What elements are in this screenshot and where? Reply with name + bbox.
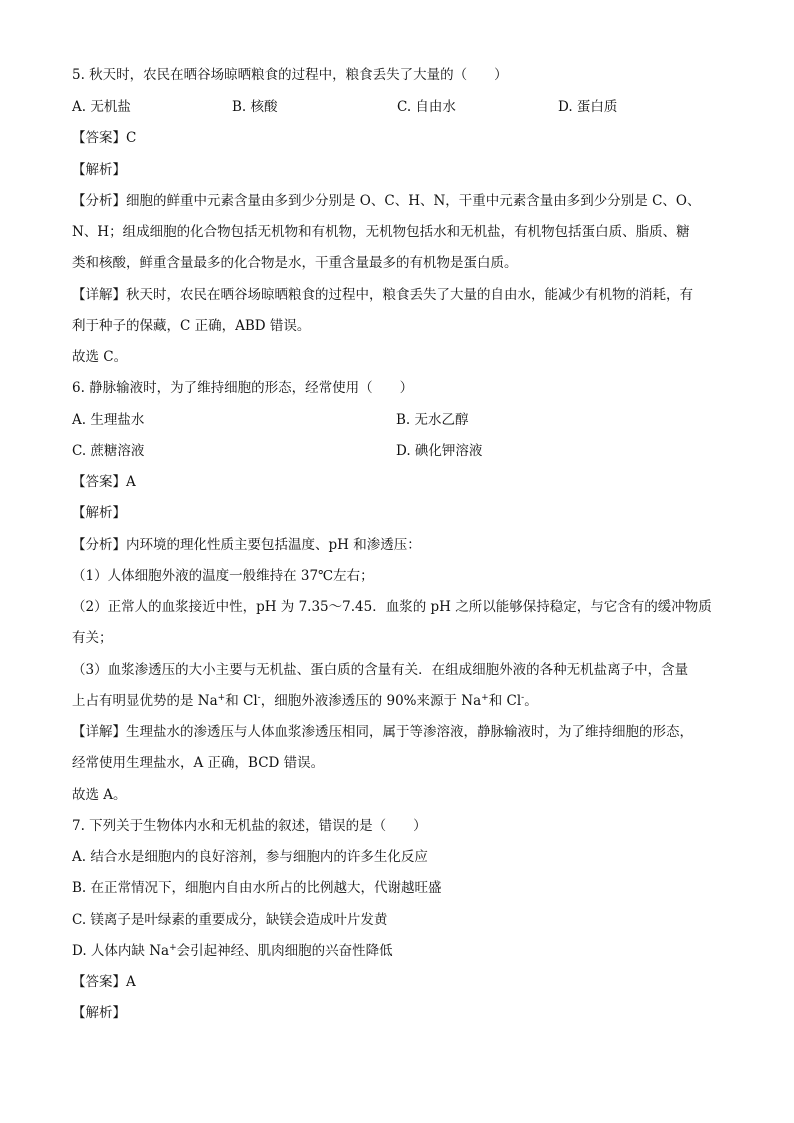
answer-label: 【答案】A [72,474,136,490]
analysis-paragraph: N、H；组成细胞的化合物包括无机物和有机物，无机物包括水和无机盐，有机物包括蛋白质、脂质、糖 [72,224,690,240]
text-run: 上占有明显优势的是 Na [72,693,218,709]
superscript: - [521,693,525,703]
text-run: D. 人体内缺 Na [72,943,170,959]
question-6-stem: 6. 静脉输液时，为了维持细胞的形态，经常使用（ ） [72,380,414,396]
option-a: A. 无机盐 [72,99,131,115]
option-c: C. 蔗糖溶液 [72,443,145,459]
option-d: D. 碘化钾溶液 [396,443,483,459]
superscript: + [217,693,226,703]
analysis-point-3: （3）血浆渗透压的大小主要与无机盐、蛋白质的含量有关．在组成细胞外液的各种无机盐离子中，含量 [72,662,689,678]
question-5-stem: 5. 秋天时，农民在晒谷场晾晒粮食的过程中，粮食丢失了大量的（ ） [72,67,508,83]
superscript: - [257,693,261,703]
option-b: B. 在正常情况下，细胞内自由水所占的比例越大，代谢越旺盛 [72,880,442,896]
text-run: 和 Cl [225,693,258,709]
analysis-heading: 【解析】 [72,162,126,178]
option-a: A. 结合水是细胞内的良好溶剂，参与细胞内的许多生化反应 [72,849,428,865]
analysis-heading: 【解析】 [72,1005,126,1021]
text-run: 。 [524,693,538,709]
option-b: B. 无水乙醇 [396,412,469,428]
conclusion: 故选 C。 [72,349,128,365]
option-d [72,941,722,961]
option-a: A. 生理盐水 [72,412,145,428]
superscript: + [481,693,489,703]
text-run: 会引起神经、肌肉细胞的兴奋性降低 [176,943,393,959]
option-c: C. 镁离子是叶绿素的重要成分，缺镁会造成叶片发黄 [72,912,388,928]
analysis-paragraph: 【分析】内环境的理化性质主要包括温度、pH 和渗透压： [72,537,421,553]
question-6-options-row1 [72,410,722,430]
conclusion: 故选 A。 [72,787,127,803]
detail-paragraph: 利于种子的保藏，C 正确，ABD 错误。 [72,318,311,334]
text-run: ，细胞外液渗透压的 90%来源于 Na [260,693,482,709]
analysis-point-1: （1）人体细胞外液的温度一般维持在 37℃左右； [72,568,374,584]
text-run: 和 Cl [488,693,522,709]
option-c: C. 自由水 [397,99,456,115]
question-6-options-row2 [72,441,722,461]
analysis-point-2-cont: 有关； [72,630,113,646]
question-7-stem: 7. 下列关于生物体内水和无机盐的叙述，错误的是（ ） [72,818,427,834]
superscript: + [169,943,177,953]
answer-label: 【答案】C [72,130,137,146]
detail-paragraph: 【详解】生理盐水的渗透压与人体血浆渗透压相同，属于等渗溶液，静脉输液时，为了维持细胞的形态， [72,724,693,740]
analysis-point-2: （2）正常人的血浆接近中性，pH 为 7.35～7.45．血浆的 pH 之所以能够保持稳定，与它含有的缓冲物质 [72,599,712,615]
option-b: B. 核酸 [232,99,278,115]
option-d: D. 蛋白质 [558,99,618,115]
question-5-options [72,97,722,117]
detail-paragraph: 【详解】秋天时，农民在晒谷场晾晒粮食的过程中，粮食丢失了大量的自由水，能减少有机物的消耗，有 [72,287,693,303]
analysis-paragraph: 类和核酸，鲜重含量最多的化合物是水，干重含量最多的有机物是蛋白质。 [72,255,518,271]
detail-paragraph: 经常使用生理盐水，A 正确，BCD 错误。 [72,755,325,771]
answer-label: 【答案】A [72,974,136,990]
analysis-point-3-cont [72,691,722,711]
analysis-heading: 【解析】 [72,505,126,521]
analysis-paragraph: 【分析】细胞的鲜重中元素含量由多到少分别是 O、C、H、N，干重中元素含量由多到少分别是 C、O、 [72,193,701,209]
